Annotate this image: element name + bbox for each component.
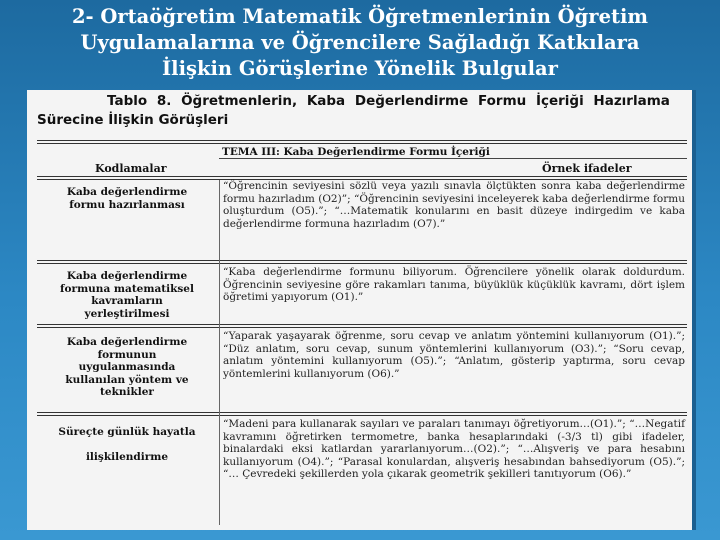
row-code-line: formu hazırlanması <box>69 198 185 211</box>
table-caption-line-1: Tablo 8. Öğretmenlerin, Kaba Değerlendirme Formu İçeriği Hazırlama <box>107 93 670 109</box>
row-code-line: Kaba değerlendirme <box>66 270 188 282</box>
row-code-line: teknikler <box>100 386 154 398</box>
table-top-rule <box>37 140 687 144</box>
row-code <box>37 426 217 463</box>
row-divider <box>37 260 687 264</box>
row-code <box>37 186 217 211</box>
row-code-line: Süreçte günlük hayatla <box>58 426 196 438</box>
slide-title-line-3: İlişkin Görüşlerine Yönelik Bulgular <box>162 57 558 80</box>
document-image <box>27 90 693 530</box>
theme-header: TEMA III: Kaba Değerlendirme Formu İçeriği <box>222 146 490 158</box>
row-divider <box>37 412 687 416</box>
row-quote: “Kaba değerlendirme formunu biliyorum. Öğrencilere yönelik olarak doldurdum. Öğrencinin seviyesine göre rakamları tanıma, büyüklük küçüklük kavramı, dört işlem öğretimi yapıyorum (O1).” <box>223 266 685 304</box>
column-header-examples: Örnek ifadeler <box>542 162 632 175</box>
row-code-line: ilişkilendirme <box>85 450 169 463</box>
findings-table <box>37 140 687 525</box>
row-quote: “Yaparak yaşayarak öğrenme, soru cevap ve anlatım yöntemini kullanıyorum (O1).”; “Düz anlatım, soru cevap, sunum yöntemlerini kullanıyorum (O3).”; “Soru cevap, anlatım yöntemini kullanıyorum (O5).”; “Anlatım, gösterip yaptırma, soru cevap yöntemlerini kullanıyorum (O6).” <box>223 330 685 380</box>
row-divider <box>37 324 687 328</box>
column-separator <box>219 180 220 525</box>
theme-underline <box>219 158 687 159</box>
table-caption-line-2: Sürecine İlişkin Görüşleri <box>37 112 229 128</box>
row-quote: “Madeni para kullanarak sayıları ve paraları tanımayı öğretiyorum…(O1).”; “…Negatif kavramını öğretirken termometre, banka hesaplarındaki (-3/3 tl) gibi ifadeler, binalardaki eksi katlardan yararlanıyorum…(O2).”; “…Alışveriş ve para hesabını kullanıyorum (O4).”; “Parasal konulardan, alışveriş hesabından bahsediyorum (O5).”; “… Çevredeki şekillerden yola çıkarak geometrik şekilleri tanıtıyorum (O6).” <box>223 418 685 481</box>
row-code-line: Kaba değerlendirme <box>66 186 188 198</box>
row-code-line: formuna matematiksel <box>60 282 194 295</box>
row-code-line: Kaba değerlendirme <box>66 336 188 348</box>
row-code-line <box>37 439 217 451</box>
row-code-line: uygulanmasında <box>78 361 176 373</box>
row-code <box>37 336 217 399</box>
document-right-edge <box>692 90 696 530</box>
row-code-line: formunun <box>97 348 157 361</box>
slide-title <box>0 4 720 82</box>
row-code <box>37 270 217 320</box>
row-quote: “Öğrencinin seviyesini sözlü veya yazılı sınavla ölçtükten sonra kaba değerlendirme formu hazırladım (O2)”; “Öğrencinin seviyesini inceleyerek kaba değerlendirme formu oluşturdum (O5).”; “…Matematik konularını en basit düzeye indirgedim ve kaba değerlendirme formuna hazırladım (O7).” <box>223 180 685 230</box>
slide-title-line-1: 2- Ortaöğretim Matematik Öğretmenlerinin Öğretim <box>71 5 649 28</box>
row-code-line: yerleştirilmesi <box>84 307 170 320</box>
slide-title-line-2: Uygulamalarına ve Öğrencilere Sağladığı Katkılara <box>80 31 640 54</box>
row-code-line: kavramların <box>91 295 163 307</box>
column-header-codes: Kodlamalar <box>95 162 167 175</box>
row-code-line: kullanılan yöntem ve <box>65 373 189 386</box>
